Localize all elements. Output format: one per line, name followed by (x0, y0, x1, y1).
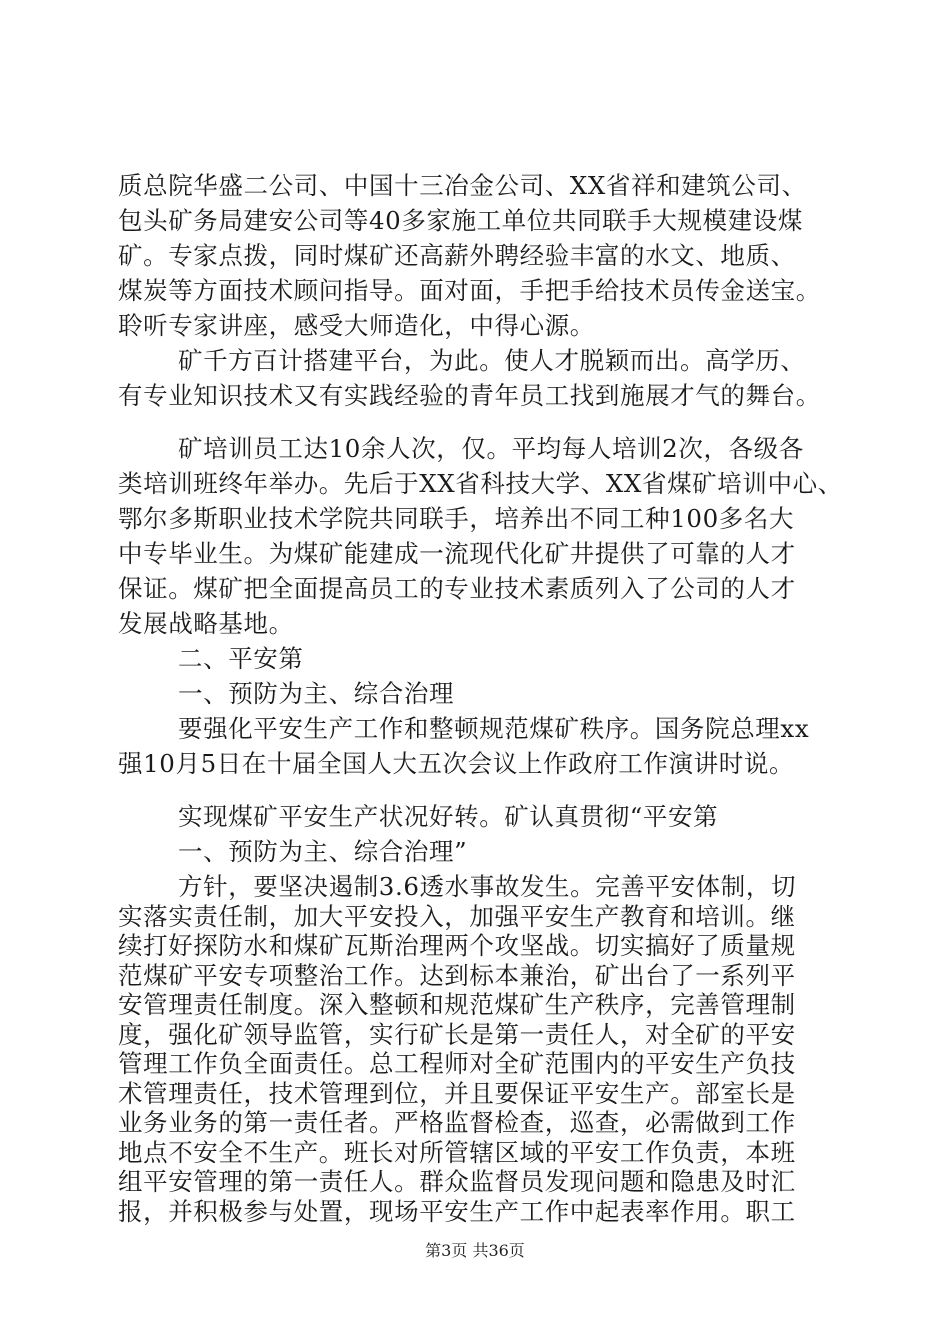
text-line: 要强化平安生产工作和整顿规范煤矿秩序。国务院总理xx (178, 714, 810, 743)
section-heading: 二、平安第 (178, 644, 304, 673)
text-line: 类培训班终年举办。先后于XX省科技大学、XX省煤矿培训中心、 (118, 469, 843, 498)
text-line: 报，并积极参与处置，现场平安生产工作中起表率作用。职工 (118, 1196, 796, 1226)
text-line: 有专业知识技术又有实践经验的青年员工找到施展才气的舞台。 (118, 381, 821, 410)
text-line: 地点不安全不生产。班长对所管辖区域的平安工作负责，本班 (118, 1137, 796, 1167)
text-line: 矿。专家点拨，同时煤矿还高薪外聘经验丰富的水文、地质、 (118, 241, 796, 270)
text-line: 中专毕业生。为煤矿能建成一流现代化矿井提供了可靠的人才 (118, 539, 796, 568)
text-line: 续打好探防水和煤矿瓦斯治理两个攻坚战。切实搞好了质量规 (118, 931, 796, 960)
text-line: 实现煤矿平安生产状况好转。矿认真贯彻“平安第 (178, 802, 719, 831)
text-line: 强10月5日在十届全国人大五次会议上作政府工作演讲时说。 (118, 749, 795, 778)
text-line: 鄂尔多斯职业技术学院共同联手，培养出不同工种100多名大 (118, 504, 795, 533)
text-line: 术管理责任，技术管理到位，并且要保证平安生产。部室长是 (118, 1078, 796, 1108)
text-line: 保证。煤矿把全面提高员工的专业技术素质列入了公司的人才 (118, 574, 796, 603)
text-line: 一、预防为主、综合治理” (178, 837, 468, 866)
text-line: 聆听专家讲座，感受大师造化，中得心源。 (118, 311, 595, 340)
text-line: 煤炭等方面技术顾问指导。面对面，手把手给技术员传金送宝。 (118, 276, 821, 305)
text-line: 度，强化矿领导监管，实行矿长是第一责任人，对全矿的平安 (118, 1019, 796, 1049)
text-line: 方针，要坚决遏制3.6透水事故发生。完善平安体制，切 (178, 872, 797, 901)
text-line: 业务业务的第一责任者。严格监督检查，巡查，必需做到工作 (118, 1108, 796, 1137)
text-line: 矿培训员工达10余人次，仅。平均每人培训2次，各级各 (178, 434, 804, 463)
page-number-footer: 第3页 共36页 (425, 1241, 525, 1260)
section-heading: 一、预防为主、综合治理 (178, 679, 455, 708)
text-line: 范煤矿平安专项整治工作。达到标本兼治，矿出台了一系列平 (118, 960, 796, 990)
text-line: 发展战略基地。 (118, 609, 294, 638)
text-line: 组平安管理的第一责任人。群众监督员发现问题和隐患及时汇 (118, 1167, 796, 1196)
text-line: 实落实责任制，加大平安投入，加强平安生产教育和培训。继 (118, 901, 796, 931)
text-line: 安管理责任制度。深入整顿和规范煤矿生产秩序，完善管理制 (118, 990, 796, 1019)
text-line: 包头矿务局建安公司等40多家施工单位共同联手大规模建设煤 (118, 206, 803, 235)
text-line: 质总院华盛二公司、中国十三冶金公司、XX省祥和建筑公司、 (118, 171, 807, 200)
text-line: 管理工作负全面责任。总工程师对全矿范围内的平安生产负技 (118, 1049, 796, 1078)
text-line: 矿千方百计搭建平台，为此。使人才脱颖而出。高学历、 (178, 346, 806, 375)
